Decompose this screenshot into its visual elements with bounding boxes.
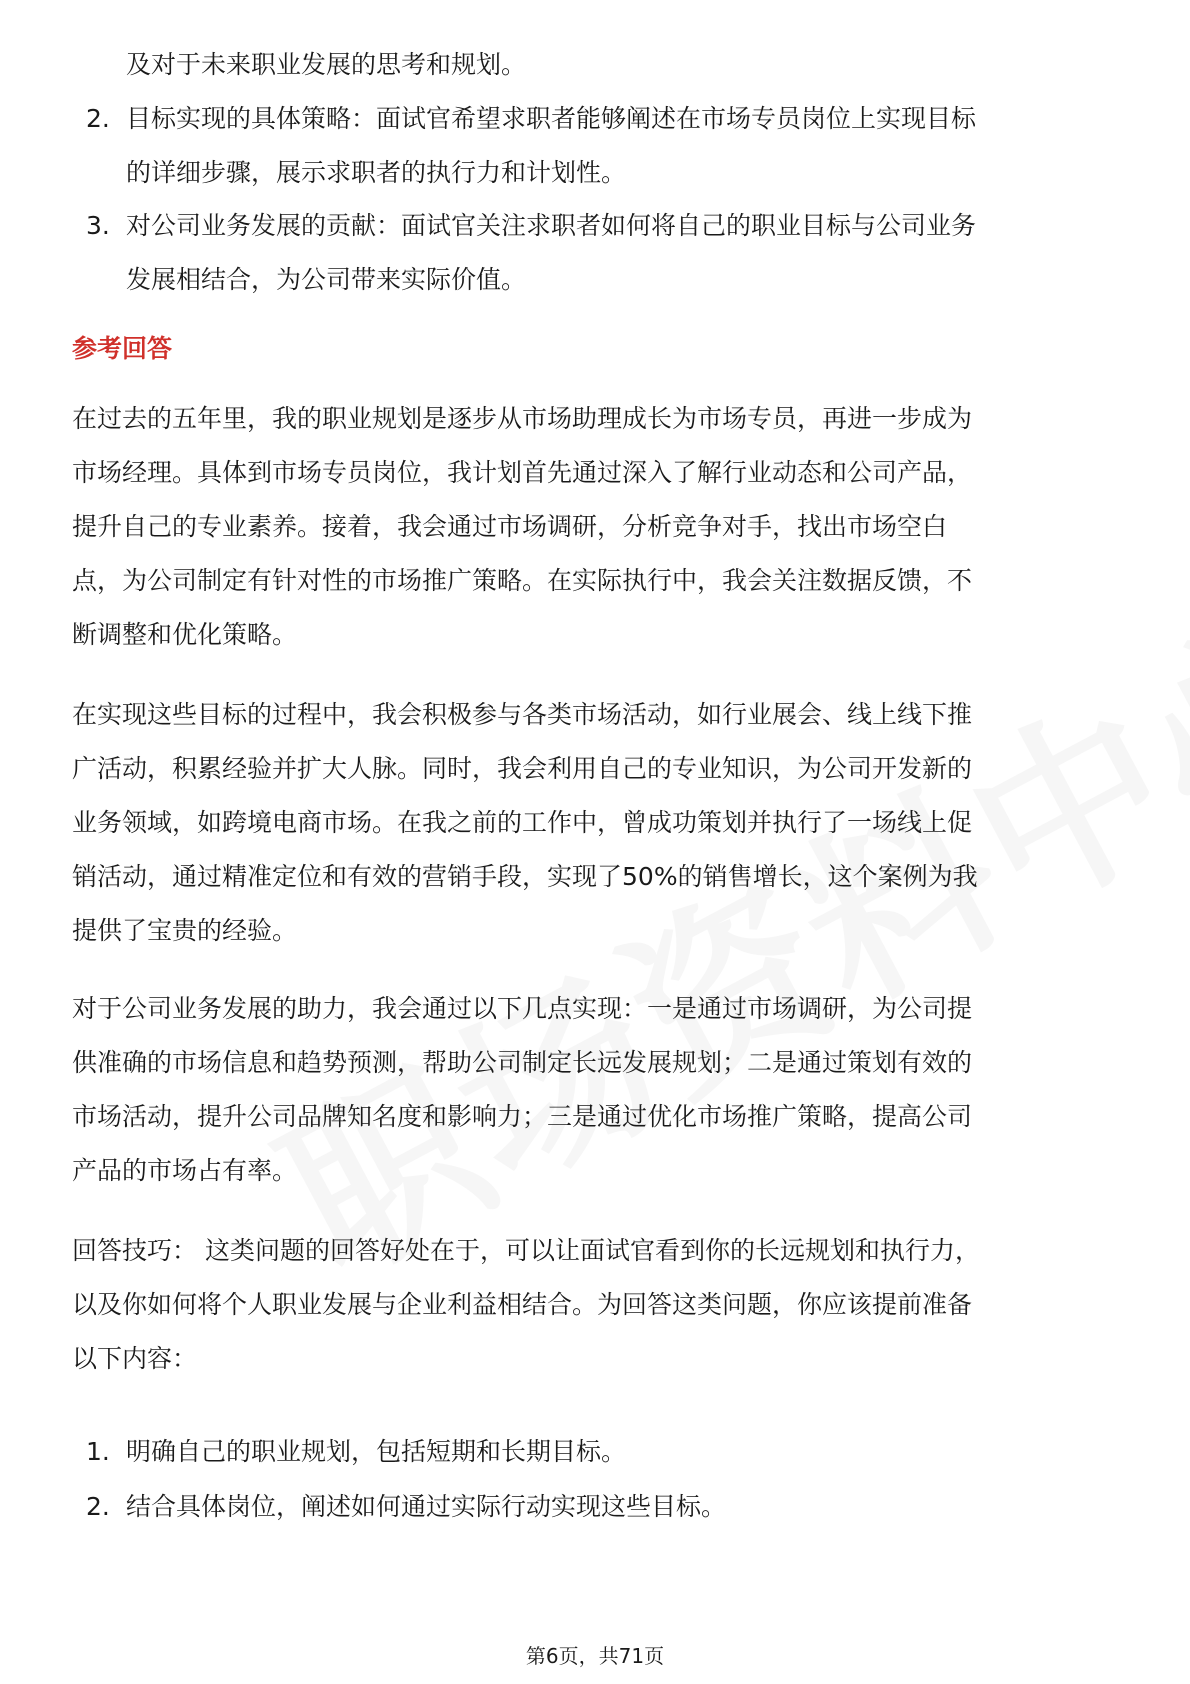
paragraph-line: 市场活动，提升公司品牌知名度和影响力；三是通过优化市场推广策略，提高公司 [72, 1102, 973, 1131]
paragraph-4 [72, 1222, 1120, 1387]
tip-list-item-1 [72, 1423, 1174, 1480]
list-item-1-continuation: 及对于未来职业发展的思考和规划。 [126, 50, 527, 79]
list-number: 2. [86, 1492, 110, 1521]
paragraph-line: 业务领域，如跨境电商市场。在我之前的工作中，曾成功策划并执行了一场线上促 [72, 808, 973, 837]
list-item-text: 明确自己的职业规划，包括短期和长期目标。 [126, 1437, 627, 1466]
paragraph-2 [72, 686, 1120, 959]
list-item-3 [72, 197, 1174, 254]
list-item-2 [72, 90, 1174, 147]
paragraph-line: 断调整和优化策略。 [72, 620, 298, 649]
section-title: 参考回答 [72, 334, 173, 363]
paragraph-line: 提升自己的专业素养。接着，我会通过市场调研，分析竞争对手，找出市场空白 [72, 512, 948, 541]
paragraph-1 [72, 390, 1120, 663]
list-item-2-continuation: 的详细步骤，展示求职者的执行力和计划性。 [126, 158, 627, 187]
paragraph-3 [72, 980, 1120, 1199]
paragraph-line: 供准确的市场信息和趋势预测，帮助公司制定长远发展规划；二是通过策划有效的 [72, 1048, 973, 1077]
paragraph-line: 提供了宝贵的经验。 [72, 916, 298, 945]
paragraph-line: 销活动，通过精准定位和有效的营销手段，实现了50%的销售增长，这个案例为我 [72, 862, 978, 891]
list-item-text: 目标实现的具体策略：面试官希望求职者能够阐述在市场专员岗位上实现目标 [126, 104, 977, 133]
list-number: 1. [86, 1437, 110, 1466]
paragraph-line: 市场经理。具体到市场专员岗位，我计划首先通过深入了解行业动态和公司产品， [72, 458, 973, 487]
paragraph-line: 点，为公司制定有针对性的市场推广策略。在实际执行中，我会关注数据反馈，不 [72, 566, 973, 595]
paragraph-line: 对于公司业务发展的助力，我会通过以下几点实现：一是通过市场调研，为公司提 [72, 994, 973, 1023]
list-number: 2. [86, 104, 110, 133]
list-item-text: 结合具体岗位，阐述如何通过实际行动实现这些目标。 [126, 1492, 727, 1521]
paragraph-line: 在实现这些目标的过程中，我会积极参与各类市场活动，如行业展会、线上线下推 [72, 700, 973, 729]
paragraph-line: 产品的市场占有率。 [72, 1156, 298, 1185]
list-item-text: 对公司业务发展的贡献：面试官关注求职者如何将自己的职业目标与公司业务 [126, 211, 977, 240]
list-number: 3. [86, 211, 110, 240]
page-footer: 第6页，共71页 [525, 1644, 665, 1668]
paragraph-line: 广活动，积累经验并扩大人脉。同时，我会利用自己的专业知识，为公司开发新的 [72, 754, 973, 783]
list-item-3-continuation: 发展相结合，为公司带来实际价值。 [126, 265, 527, 294]
tip-list-item-2 [72, 1478, 1174, 1535]
paragraph-line: 以及你如何将个人职业发展与企业利益相结合。为回答这类问题，你应该提前准备 [72, 1290, 973, 1319]
paragraph-line: 以下内容： [72, 1344, 198, 1373]
paragraph-line: 在过去的五年里，我的职业规划是逐步从市场助理成长为市场专员，再进一步成为 [72, 404, 973, 433]
paragraph-line: 回答技巧： 这类问题的回答好处在于，可以让面试官看到你的长远规划和执行力， [72, 1236, 980, 1265]
